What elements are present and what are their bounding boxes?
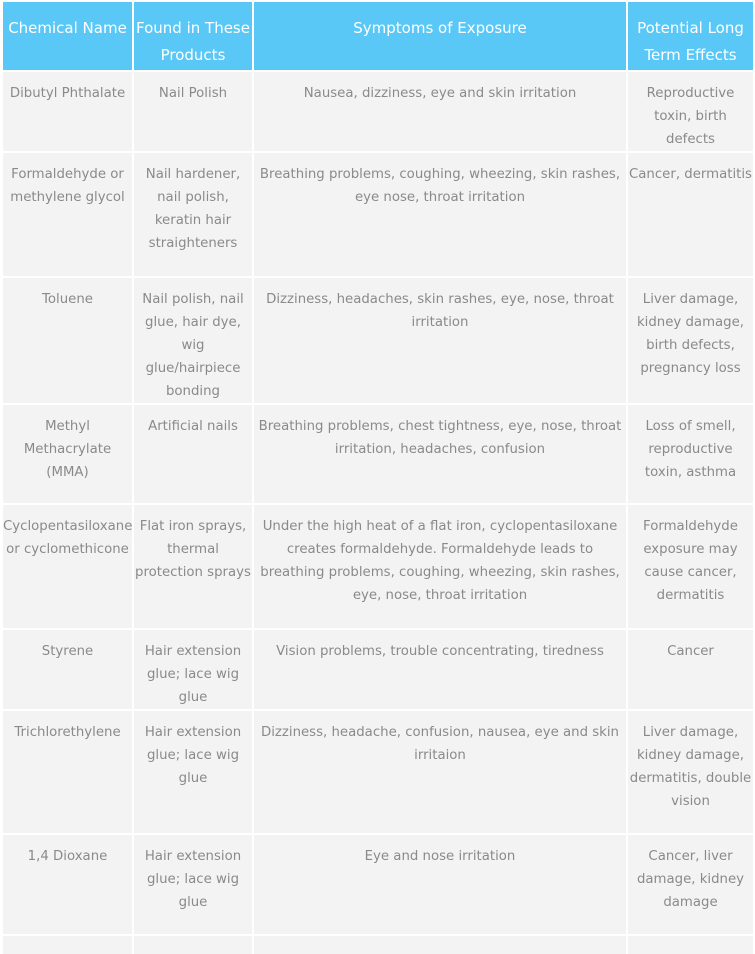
cell-long-term-effects: Cancer <box>626 628 753 709</box>
cell-long-term-effects: Cancer, dermatitis <box>626 151 753 276</box>
chemical-exposure-table <box>3 2 753 954</box>
cell-long-term-effects: Liver damage, kidney damage, birth defects, pregnancy loss <box>626 276 753 403</box>
header-long-term-effects: Potential Long Term Effects <box>626 2 753 70</box>
table-header <box>3 2 753 70</box>
table-row-partial <box>3 934 753 954</box>
cell-products: Hair extension glue; lace wig glue <box>132 628 252 709</box>
cell-long-term-effects: Reproductive toxin, birth defects <box>626 70 753 151</box>
cell-products: Nail hardener, nail polish, keratin hair straighteners <box>132 151 252 276</box>
table-row <box>3 628 753 709</box>
cell-symptoms: Dizziness, headaches, skin rashes, eye, nose, throat irritation <box>252 276 626 403</box>
cell-symptoms: Breathing problems, chest tightness, eye, nose, throat irritation, headaches, confusion <box>252 403 626 503</box>
cell-chemical-name: Cyclopentasiloxane or cyclomethicone <box>3 503 132 628</box>
cell-products: Artificial nails <box>132 403 252 503</box>
table-row <box>3 151 753 276</box>
cell-chemical-name: Trichlorethylene <box>3 709 132 833</box>
cell-products: Hair extension glue; lace wig glue <box>132 833 252 934</box>
header-chemical-name: Chemical Name <box>3 2 132 70</box>
cell-long-term-effects: Formaldehyde exposure may cause cancer, dermatitis <box>626 503 753 628</box>
cell-products: Nail polish, nail glue, hair dye, wig glue/hairpiece bonding <box>132 276 252 403</box>
cell-long-term-effects: Cancer, liver damage, kidney damage <box>626 833 753 934</box>
cell-symptoms: Dizziness, headache, confusion, nausea, eye and skin irritaion <box>252 709 626 833</box>
cell-symptoms: Breathing problems, coughing, wheezing, skin rashes, eye nose, throat irritation <box>252 151 626 276</box>
header-symptoms-of-exposure: Symptoms of Exposure <box>252 2 626 70</box>
table-body <box>3 70 753 954</box>
cell-products: Nail Polish <box>132 70 252 151</box>
table-row <box>3 503 753 628</box>
table-row <box>3 709 753 833</box>
table-row <box>3 276 753 403</box>
cell-products: Hair extension glue; lace wig glue <box>132 709 252 833</box>
cell-symptoms <box>252 934 626 954</box>
cell-chemical-name: Styrene <box>3 628 132 709</box>
cell-symptoms: Under the high heat of a flat iron, cyclopentasiloxane creates formaldehyde. Formaldehyde leads to breathing problems, coughing, wheezing, skin rashes, eye, nose, throat irritation <box>252 503 626 628</box>
cell-products <box>132 934 252 954</box>
table-row <box>3 70 753 151</box>
cell-chemical-name: 1,4 Dioxane <box>3 833 132 934</box>
cell-products: Flat iron sprays, thermal protection sprays <box>132 503 252 628</box>
cell-symptoms: Nausea, dizziness, eye and skin irritation <box>252 70 626 151</box>
table-row <box>3 403 753 503</box>
cell-long-term-effects: Loss of smell, reproductive toxin, asthma <box>626 403 753 503</box>
cell-chemical-name: Dibutyl Phthalate <box>3 70 132 151</box>
table-row <box>3 833 753 934</box>
header-row <box>3 2 753 70</box>
cell-symptoms: Eye and nose irritation <box>252 833 626 934</box>
cell-long-term-effects: Liver damage, kidney damage, dermatitis, double vision <box>626 709 753 833</box>
cell-chemical-name <box>3 934 132 954</box>
cell-long-term-effects <box>626 934 753 954</box>
cell-chemical-name: Formaldehyde or methylene glycol <box>3 151 132 276</box>
cell-symptoms: Vision problems, trouble concentrating, tiredness <box>252 628 626 709</box>
cell-chemical-name: Toluene <box>3 276 132 403</box>
cell-chemical-name: Methyl Methacrylate (MMA) <box>3 403 132 503</box>
header-found-in-products: Found in These Products <box>132 2 252 70</box>
